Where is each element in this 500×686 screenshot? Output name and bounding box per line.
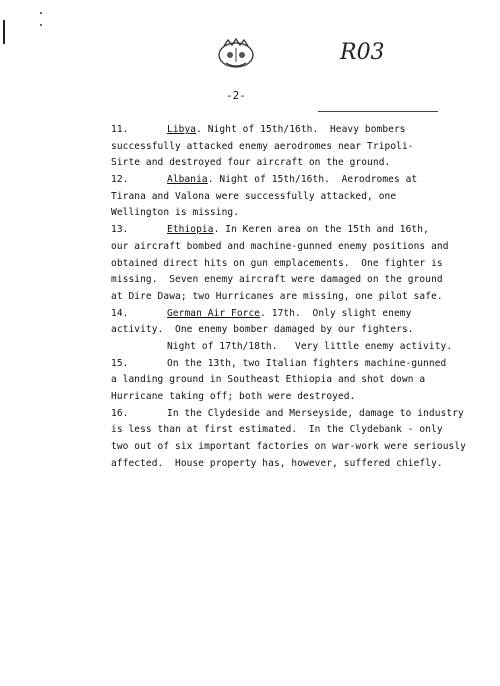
speck [40, 24, 42, 26]
paragraph-line: successfully attacked enemy aerodromes near Tripoli- [111, 140, 414, 152]
paragraph-line: a landing ground in Southeast Ethiopia and shot down a [111, 374, 426, 386]
page-number: -2- [226, 89, 246, 102]
speck [40, 12, 42, 14]
paragraph-line: Wellington is missing. [111, 207, 240, 219]
paragraph-line: Sirte and destroyed four aircraft on the ground. [111, 157, 391, 169]
paragraph-line: affected. House property has, however, suffered chiefly. [111, 457, 443, 469]
section-heading: Ethiopia [167, 224, 214, 236]
section-heading: Albania [167, 174, 208, 186]
paragraph-number: 13. [111, 224, 129, 236]
paragraph-line: 11. Libya. Night of 15th/16th. Heavy bombers [111, 122, 491, 139]
section-heading: German Air Force [167, 307, 261, 319]
paragraph-line: Night of 17th/18th. Very little enemy activity. [167, 340, 453, 352]
paragraph-line: missing. Seven enemy aircraft were damaged on the ground [111, 274, 443, 286]
paragraph-line: 13. Ethiopia. In Keren area on the 15th and 16th, [111, 222, 491, 239]
paragraph-line: 14. German Air Force. 17th. Only slight enemy [111, 306, 491, 323]
paragraph-line: 15. On the 13th, two Italian fighters machine-gunned [111, 356, 491, 373]
paragraph-number: 12. [111, 174, 129, 186]
paragraph-line: Hurricane taking off; both were destroyed. [111, 391, 356, 402]
paragraph-number: 11. [111, 124, 129, 135]
document-body [111, 122, 491, 472]
paragraph-number: 14. [111, 307, 129, 319]
paragraph-line: Tirana and Valona were successfully attacked, one [111, 190, 397, 202]
paragraph-line: at Dire Dawa; two Hurricanes are missing, one pilot safe. [111, 290, 443, 302]
paragraph-line: obtained direct hits on gun emplacements. One fighter is [111, 257, 443, 269]
paragraph-line: is less than at first estimated. In the Clydebank - only [111, 424, 443, 436]
section-heading: Libya [167, 124, 197, 135]
paragraph-line: activity. One enemy bomber damaged by our fighters. [111, 324, 414, 336]
paragraph-number: 16. [111, 407, 129, 419]
paragraph-line: our aircraft bombed and machine-gunned enemy positions and [111, 240, 449, 252]
paragraph-line: 16. In the Clydeside and Merseyside, damage to industry [111, 406, 491, 423]
handwritten-note: R03 [340, 40, 385, 65]
paragraph-line: two out of six important factories on war-work were seriously [111, 441, 466, 453]
royal-seal-icon [214, 36, 258, 72]
divider-line [318, 111, 438, 112]
paragraph-line: 12. Albania. Night of 15th/16th. Aerodromes at [111, 172, 491, 189]
paragraph-number: 15. [111, 357, 129, 369]
margin-mark [3, 20, 5, 44]
